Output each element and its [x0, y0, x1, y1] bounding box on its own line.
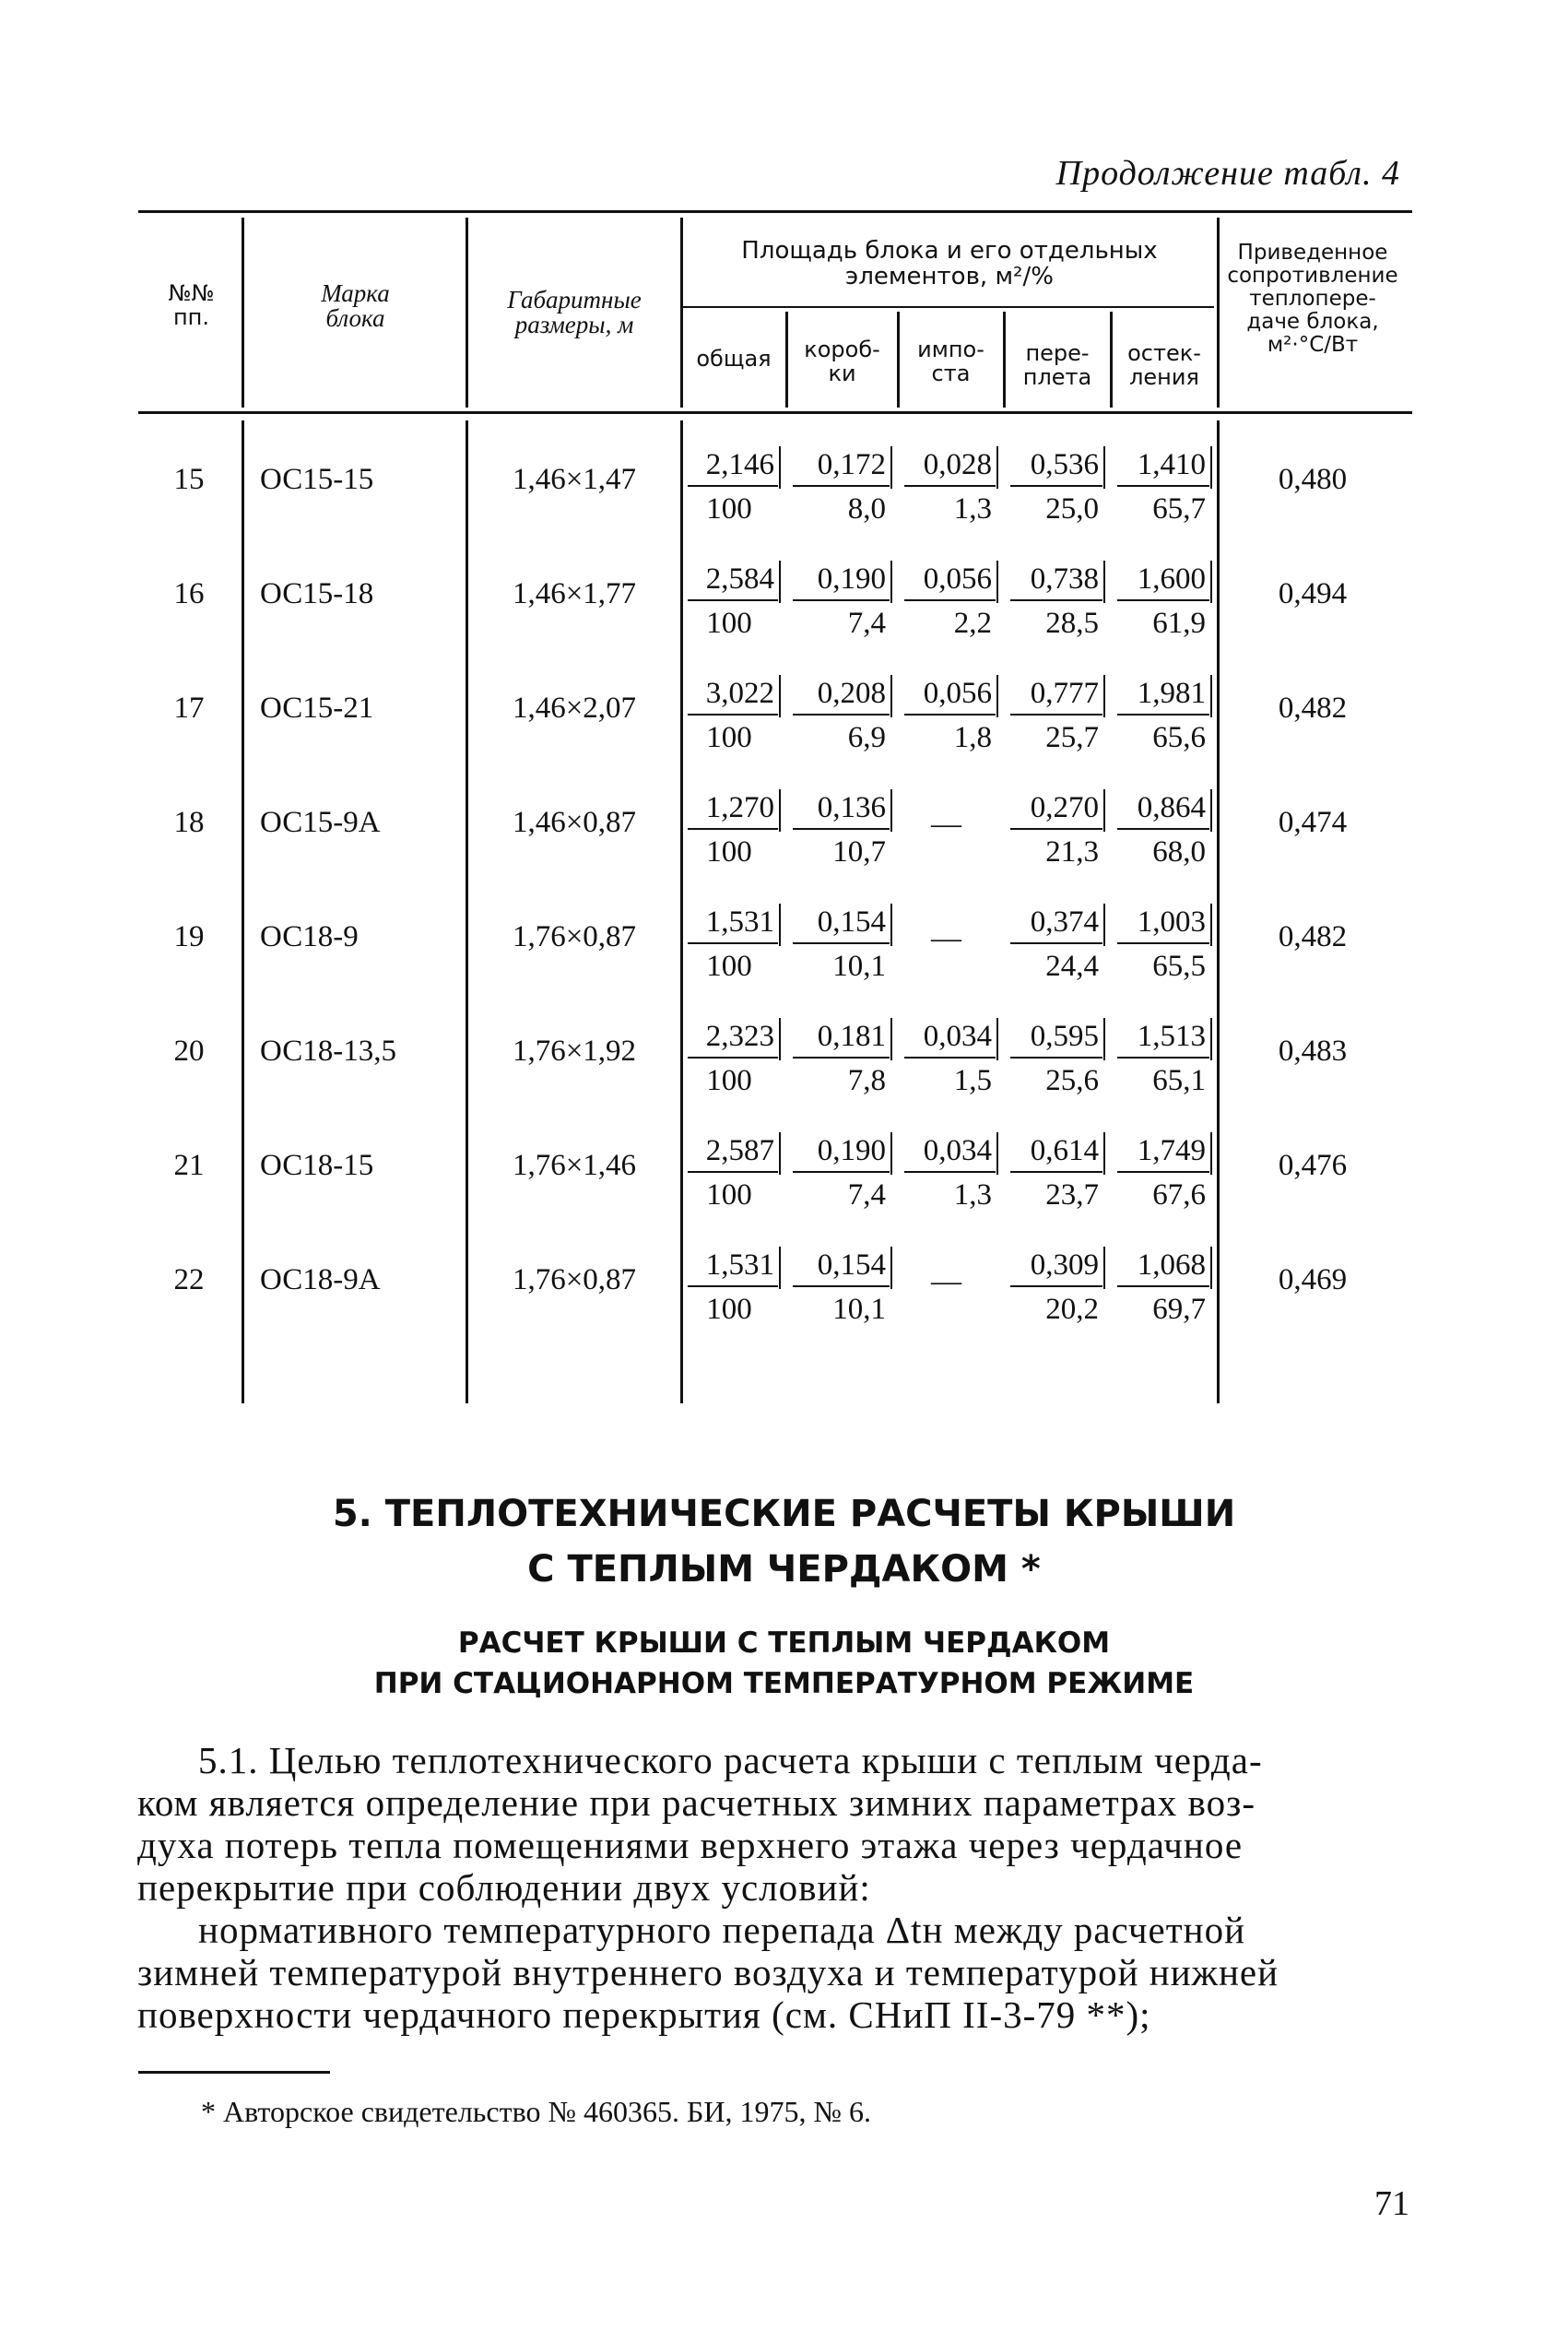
fraction-line	[904, 714, 996, 716]
cell-tick	[1210, 561, 1212, 603]
cell-tick	[890, 675, 892, 717]
row-value-bottom: 100	[706, 492, 752, 526]
row-value-top: 3,022	[705, 677, 774, 710]
cell-tick	[890, 446, 892, 489]
cell-tick	[1103, 1132, 1105, 1175]
row-value-top: 2,587	[705, 1134, 774, 1167]
cell-tick	[1103, 789, 1105, 832]
row-value-bottom: 10,7	[832, 835, 886, 869]
header-bottom-rule	[138, 411, 1412, 414]
row-value-top: —	[931, 922, 961, 955]
row-value-bottom: 100	[706, 1293, 752, 1326]
row-mark: ОС18-9А	[260, 1263, 381, 1296]
hdr-impost: импо- ста	[917, 337, 984, 386]
cell-tick	[1103, 446, 1105, 489]
cell-tick	[890, 904, 892, 946]
fraction-line	[1010, 714, 1102, 716]
row-value-top: 0,034	[923, 1020, 992, 1053]
row-value-top: 2,584	[705, 562, 774, 596]
row-value-bottom: 25,7	[1045, 721, 1099, 754]
row-value-bottom: 65,5	[1152, 950, 1206, 983]
row-value-bottom: 7,8	[847, 1064, 886, 1097]
row-value-bottom: 100	[706, 1064, 752, 1097]
row-value-top: 0,864	[1137, 791, 1206, 824]
row-value-top: 0,172	[817, 448, 886, 481]
row-value-top: 1,270	[705, 791, 774, 824]
hdr-total: общая	[696, 346, 772, 372]
paragraph-condition: нормативного температурного перепада Δtн между расчетной зимней температурой внутреннего воздуха и температурой нижней поверхности чердачного перекрытия (см. СНиП II-3-79 **);	[137, 1909, 1279, 2036]
fraction-line	[688, 1171, 778, 1173]
row-mark: ОС18-15	[260, 1149, 374, 1182]
fraction-line	[1117, 1285, 1209, 1287]
row-number: 16	[173, 577, 205, 610]
row-value-bottom: 25,0	[1045, 492, 1099, 526]
cell-tick	[996, 1018, 998, 1060]
hdr-divider-6	[1003, 312, 1006, 408]
cell-tick	[890, 561, 892, 603]
fraction-line	[688, 1057, 778, 1059]
row-value-top: 0,056	[923, 677, 992, 710]
row-value-top: 0,595	[1030, 1020, 1099, 1053]
hdr-glazing: остек- ления	[1127, 340, 1201, 390]
fraction-line	[1117, 485, 1209, 487]
row-mark: ОС18-13,5	[260, 1035, 396, 1068]
hdr-divider-2	[466, 218, 468, 408]
row-value-bottom: 6,9	[847, 721, 886, 754]
row-value-top: 0,738	[1030, 562, 1099, 596]
row-value-bottom: 20,2	[1045, 1293, 1099, 1326]
footnote-rule	[138, 2071, 330, 2074]
row-value-top: 1,981	[1137, 677, 1206, 710]
fraction-line	[688, 1285, 778, 1287]
area-group-rule	[682, 306, 1214, 308]
hdr-mark: Марка блока	[321, 279, 390, 332]
paragraph-5-1: 5.1. Целью теплотехнического расчета крыши с теплым черда- ком является определение при расчетных зимних параметрах воз- духа потерь тепла помещениями верхнего этажа через чердачное перекрытие при соблюдении двух условий:	[137, 1739, 1263, 1909]
fraction-line	[688, 485, 778, 487]
row-value-top: 1,003	[1137, 905, 1206, 939]
row-value-top: 2,323	[705, 1020, 774, 1053]
row-value-top: 1,531	[705, 1248, 774, 1282]
hdr-divider-5	[897, 312, 900, 408]
cell-tick	[890, 1018, 892, 1060]
row-value-top: 0,034	[923, 1134, 992, 1167]
row-value-top: 0,181	[817, 1020, 886, 1053]
row-value-bottom: 28,5	[1045, 607, 1099, 640]
cell-tick	[996, 1132, 998, 1175]
cell-tick	[1103, 904, 1105, 946]
row-value-top: 0,154	[817, 1248, 886, 1282]
row-number: 21	[173, 1149, 205, 1182]
row-mark: ОС15-18	[260, 577, 374, 610]
row-value-top: 0,777	[1030, 677, 1099, 710]
row-resistance: 0,482	[1278, 920, 1348, 953]
row-mark: ОС15-21	[260, 692, 374, 725]
row-number: 20	[173, 1035, 205, 1068]
row-value-bottom: 100	[706, 721, 752, 754]
hdr-box: короб- ки	[804, 337, 880, 386]
row-dims: 1,76×1,46	[512, 1149, 637, 1182]
cell-tick	[1210, 446, 1212, 489]
fraction-line	[1117, 1171, 1209, 1173]
cell-tick	[1210, 1132, 1212, 1175]
hdr-divider-3	[680, 218, 683, 408]
cell-tick	[779, 1132, 781, 1175]
row-number: 18	[173, 806, 205, 839]
page-number: 71	[1374, 2184, 1409, 2223]
row-value-bottom: 100	[706, 607, 752, 640]
row-value-bottom: 100	[706, 950, 752, 983]
cell-tick	[779, 446, 781, 489]
fraction-line	[793, 1285, 890, 1287]
fraction-line	[1010, 942, 1102, 944]
cell-tick	[890, 1247, 892, 1289]
row-resistance: 0,482	[1278, 692, 1348, 725]
section-subtitle: РАСЧЕТ КРЫШИ С ТЕПЛЫМ ЧЕРДАКОМ ПРИ СТАЦИОНАРНОМ ТЕМПЕРАТУРНОМ РЕЖИМЕ	[373, 1626, 1195, 1700]
row-value-top: 0,208	[817, 677, 886, 710]
cell-tick	[779, 1247, 781, 1289]
hdr-divider-4	[785, 312, 788, 408]
fraction-line	[793, 485, 890, 487]
section-title: 5. ТЕПЛОТЕХНИЧЕСКИЕ РАСЧЕТЫ КРЫШИ С ТЕПЛЫМ ЧЕРДАКОМ *	[332, 1493, 1236, 1591]
fraction-line	[1117, 828, 1209, 830]
row-value-top: 0,190	[817, 1134, 886, 1167]
row-value-bottom: 1,8	[953, 721, 992, 754]
row-value-bottom: 65,6	[1152, 721, 1206, 754]
cell-tick	[1210, 675, 1212, 717]
row-value-top: 0,374	[1030, 905, 1099, 939]
row-dims: 1,46×1,77	[512, 577, 637, 610]
row-value-top: 1,600	[1137, 562, 1206, 596]
row-value-bottom: 65,1	[1152, 1064, 1206, 1097]
body-divider-2	[466, 420, 468, 1403]
row-value-top: 0,614	[1030, 1134, 1099, 1167]
cell-tick	[1103, 675, 1105, 717]
row-resistance: 0,483	[1278, 1035, 1348, 1068]
cell-tick	[1103, 1247, 1105, 1289]
footnote: * Авторское свидетельство № 460365. БИ, 1975, № 6.	[201, 2095, 871, 2128]
cell-tick	[1103, 1018, 1105, 1060]
row-value-top: 2,146	[705, 448, 774, 481]
row-value-top: 1,749	[1137, 1134, 1206, 1167]
table-top-rule	[138, 210, 1412, 213]
row-value-bottom: 69,7	[1152, 1293, 1206, 1326]
hdr-divider-1	[242, 218, 244, 408]
fraction-line	[793, 942, 890, 944]
fraction-line	[793, 1057, 890, 1059]
fraction-line	[688, 828, 778, 830]
fraction-line	[1010, 1285, 1102, 1287]
body-divider-1	[242, 420, 244, 1403]
hdr-divider-8	[1217, 218, 1220, 408]
row-value-top: 1,410	[1137, 448, 1206, 481]
row-value-bottom: 7,4	[847, 607, 886, 640]
cell-tick	[996, 675, 998, 717]
fraction-line	[1010, 485, 1102, 487]
row-value-top: 0,136	[817, 791, 886, 824]
cell-tick	[996, 446, 998, 489]
row-value-bottom: 68,0	[1152, 835, 1206, 869]
row-number: 17	[173, 692, 205, 725]
row-resistance: 0,474	[1278, 806, 1348, 839]
row-dims: 1,76×0,87	[512, 920, 637, 953]
row-value-top: 0,309	[1030, 1248, 1099, 1282]
cell-tick	[1210, 904, 1212, 946]
fraction-line	[1117, 714, 1209, 716]
cell-tick	[1210, 1247, 1212, 1289]
row-dims: 1,46×2,07	[512, 692, 637, 725]
row-value-bottom: 65,7	[1152, 492, 1206, 526]
fraction-line	[1010, 599, 1102, 601]
row-dims: 1,46×1,47	[512, 463, 637, 496]
cell-tick	[1210, 789, 1212, 832]
row-mark: ОС18-9	[260, 920, 359, 953]
row-value-top: 1,531	[705, 905, 774, 939]
fraction-line	[1010, 1171, 1102, 1173]
fraction-line	[904, 599, 996, 601]
hdr-area-group: Площадь блока и его отдельных элементов, м²/%	[741, 237, 1158, 290]
row-number: 15	[173, 463, 205, 496]
fraction-line	[1010, 828, 1102, 830]
fraction-line	[688, 942, 778, 944]
row-value-bottom: 1,3	[953, 1178, 992, 1212]
cell-tick	[890, 789, 892, 832]
body-divider-3	[680, 420, 683, 1403]
fraction-line	[904, 1171, 996, 1173]
row-dims: 1,46×0,87	[512, 806, 637, 839]
row-value-bottom: 100	[706, 1178, 752, 1212]
row-value-top: 0,154	[817, 905, 886, 939]
row-resistance: 0,494	[1278, 577, 1348, 610]
hdr-divider-7	[1110, 312, 1113, 408]
cell-tick	[779, 904, 781, 946]
row-value-bottom: 21,3	[1045, 835, 1099, 869]
continuation-label: Продолжение табл. 4	[1055, 154, 1400, 193]
row-dims: 1,76×0,87	[512, 1263, 637, 1296]
row-value-top: 1,068	[1137, 1248, 1206, 1282]
fraction-line	[1117, 1057, 1209, 1059]
row-value-bottom: 100	[706, 835, 752, 869]
row-value-bottom: 25,6	[1045, 1064, 1099, 1097]
row-value-top: 0,056	[923, 562, 992, 596]
hdr-frame: пере- плета	[1022, 340, 1092, 390]
fraction-line	[793, 1171, 890, 1173]
fraction-line	[904, 485, 996, 487]
row-value-bottom: 23,7	[1045, 1178, 1099, 1212]
row-resistance: 0,469	[1278, 1263, 1348, 1296]
cell-tick	[779, 561, 781, 603]
row-value-bottom: 10,1	[832, 1293, 886, 1326]
row-value-bottom: 24,4	[1045, 950, 1099, 983]
row-value-top: 0,536	[1030, 448, 1099, 481]
fraction-line	[793, 599, 890, 601]
row-value-top: —	[931, 808, 961, 841]
row-value-top: 0,028	[923, 448, 992, 481]
fraction-line	[688, 599, 778, 601]
row-value-bottom: 10,1	[832, 950, 886, 983]
row-value-bottom: 8,0	[847, 492, 886, 526]
hdr-num: №№ пп.	[168, 280, 215, 330]
row-mark: ОС15-9А	[260, 806, 381, 839]
cell-tick	[1103, 561, 1105, 603]
body-divider-4	[1217, 420, 1220, 1403]
row-value-top: —	[931, 1265, 961, 1298]
fraction-line	[1010, 1057, 1102, 1059]
hdr-dims: Габаритные размеры, м	[507, 286, 642, 338]
row-mark: ОС15-15	[260, 463, 374, 496]
row-value-bottom: 1,3	[953, 492, 992, 526]
cell-tick	[890, 1132, 892, 1175]
row-value-top: 0,270	[1030, 791, 1099, 824]
fraction-line	[904, 1057, 996, 1059]
cell-tick	[779, 789, 781, 832]
cell-tick	[996, 561, 998, 603]
row-number: 19	[173, 920, 205, 953]
row-dims: 1,76×1,92	[512, 1035, 637, 1068]
cell-tick	[1210, 1018, 1212, 1060]
cell-tick	[779, 1018, 781, 1060]
row-value-bottom: 1,5	[953, 1064, 992, 1097]
row-value-top: 0,190	[817, 562, 886, 596]
hdr-resistance: Приведенное сопротивление теплопере- даче блока, м²·°С/Вт	[1227, 241, 1398, 357]
fraction-line	[1117, 599, 1209, 601]
row-resistance: 0,480	[1278, 463, 1348, 496]
fraction-line	[1117, 942, 1209, 944]
row-number: 22	[173, 1263, 205, 1296]
row-value-bottom: 2,2	[953, 607, 992, 640]
row-value-bottom: 61,9	[1152, 607, 1206, 640]
fraction-line	[793, 714, 890, 716]
fraction-line	[793, 828, 890, 830]
row-value-bottom: 67,6	[1152, 1178, 1206, 1212]
row-value-top: 1,513	[1137, 1020, 1206, 1053]
fraction-line	[688, 714, 778, 716]
cell-tick	[779, 675, 781, 717]
row-value-bottom: 7,4	[847, 1178, 886, 1212]
row-resistance: 0,476	[1278, 1149, 1348, 1182]
